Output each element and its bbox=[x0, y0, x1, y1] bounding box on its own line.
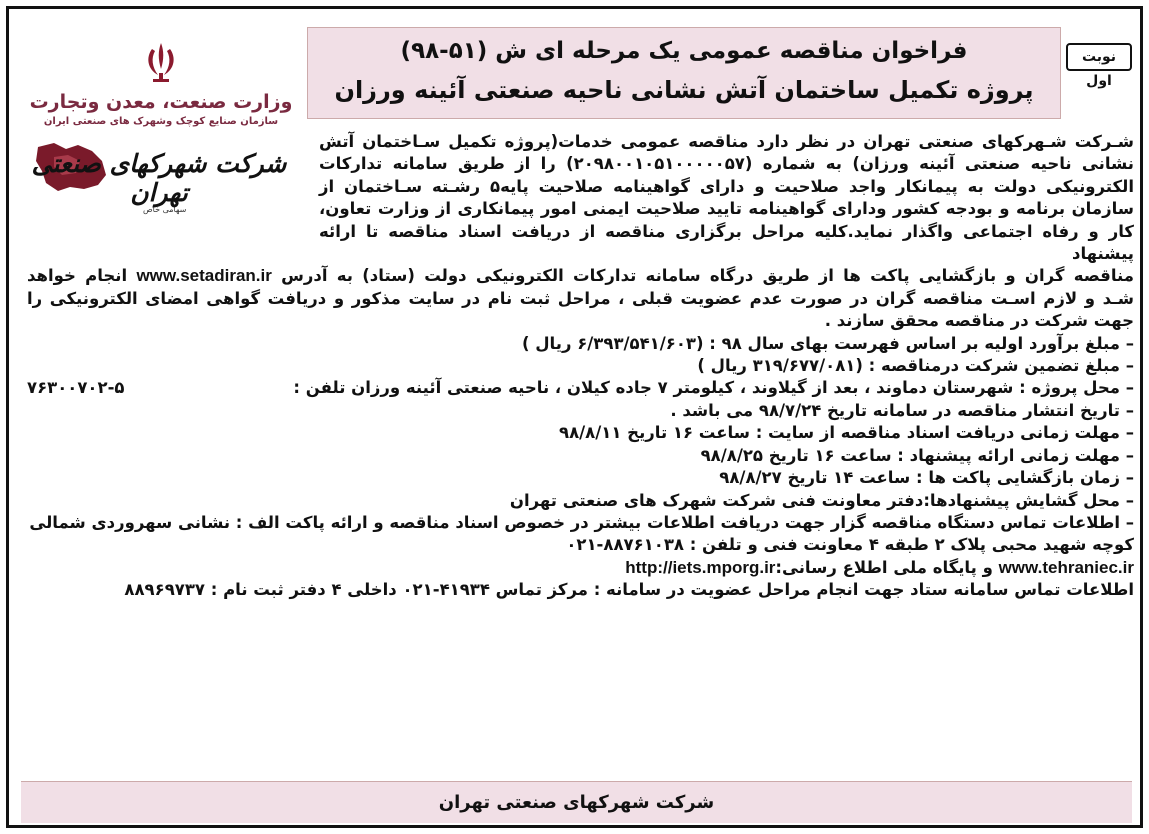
process-line: شـد و لازم اسـت مناقصه گران در صورت عدم عضویت قبلی ، مراحل ثبت نام در سایت مذکور و دریافت گواهی امضای الکترونیکی را bbox=[27, 288, 1134, 308]
opening-time: – زمان بازگشایی پاکت ها : ساعت ۱۴ تاریخ ۹۸/۸/۲۷ bbox=[719, 468, 1134, 488]
intro-line: سازمان برنامه و بودجه کشور ودارای گواهینامه تایید صلاحیت ایمنی امور پیمانکاری از وزارت تعاون، bbox=[319, 199, 1134, 219]
notice-title: فراخوان مناقصه عمومی یک مرحله ای ش (۵۱-۹۸) bbox=[400, 38, 968, 64]
process-paragraph bbox=[27, 265, 1134, 601]
project-title: پروژه تکمیل ساختمان آتش نشانی ناحیه صنعتی آئینه ورزان bbox=[334, 76, 1034, 104]
ministry-name: وزارت صنعت، معدن وتجارت bbox=[29, 91, 293, 113]
intro-line: الکترونیکی دولت به پیمانکار واجد صلاحیت و دارای گواهینامه صلاحیت پایه۵ رشـته سـاختمان از bbox=[319, 176, 1134, 196]
contact-info: – اطلاعات تماس دستگاه مناقصه گزار جهت دریافت اطلاعات بیشتر در خصوص اسناد مناقصه و ارائه پاکت الف : نشانی سهروردی شمالی bbox=[29, 512, 1134, 532]
publish-date: – تاریخ انتشار مناقصه در سامانه تاریخ ۹۸/۷/۲۴ می باشد . bbox=[670, 400, 1134, 420]
iran-emblem-icon bbox=[138, 39, 184, 85]
project-location bbox=[27, 377, 1134, 399]
process-text-end: انجام خواهد bbox=[27, 266, 128, 286]
company-type-tag: سهامی خاص bbox=[143, 205, 187, 214]
intro-line: شـرکت شـهرکهای صنعتی تهران در نظر دارد مناقصه عمومی خدمات(پروژه تکمیل سـاختمان آتش bbox=[319, 132, 1134, 151]
location-text: – محل پروژه : شهرستان دماوند ، بعد از گیلاوند ، کیلومتر ۷ جاده کیلان ، ناحیه صنعتی آئینه ورزان تلفن : bbox=[293, 378, 1134, 398]
websites-line bbox=[27, 557, 1134, 579]
contact-address: کوچه شهید محبی پلاک ۲ طبقه ۴ معاونت فنی و تلفن : ۸۸۷۶۱۰۳۸-۰۲۱ bbox=[566, 535, 1134, 555]
document-deadline: – مهلت زمانی دریافت اسناد مناقصه از سایت : ساعت ۱۶ تاریخ ۹۸/۸/۱۱ bbox=[559, 423, 1134, 443]
process-text: مناقصه گران و بازگشایی پاکت ها از طریق درگاه سامانه تدارکات الکترونیکی دولت (ستاد) به آدرس bbox=[281, 266, 1135, 286]
company-script-logo: شرکت شهرکهای صنعتی تهران bbox=[31, 149, 287, 207]
intro-paragraph bbox=[319, 131, 1134, 265]
bid-deadline: – مهلت زمانی ارائه پیشنهاد : ساعت ۱۶ تاریخ ۹۸/۸/۲۵ bbox=[700, 445, 1134, 465]
setad-contact: اطلاعات تماس سامانه ستاد جهت انجام مراحل عضویت در سامانه : مرکز تماس ۴۱۹۳۴-۰۲۱ داخلی ۴ دفتر ثبت نام : ۸۸۹۶۹۷۳۷ bbox=[124, 580, 1134, 600]
guarantee-amount: – مبلغ تضمین شرکت درمناقصه : (۳۱۹/۶۷۷/۰۸۱ ریال ) bbox=[697, 356, 1134, 376]
first-publication-badge: نوبت اول bbox=[1066, 43, 1132, 71]
tender-notice bbox=[6, 6, 1143, 828]
process-line bbox=[27, 265, 1134, 287]
notice-body bbox=[27, 131, 1134, 602]
intro-line: کار و رفاه اجتماعی واگذار نماید.کلیه مراحل برگزاری مناقصه از دریافت اسناد مناقصه تا ارائه پیشنهاد bbox=[319, 221, 1134, 264]
portal-text: و پایگاه ملی اطلاع رسانی: bbox=[775, 557, 993, 577]
setad-link[interactable]: www.setadiran.ir bbox=[136, 266, 272, 286]
opening-place: – محل گشایش پیشنهادها:دفتر معاونت فنی شرکت شهرک های صنعتی تهران bbox=[509, 490, 1134, 510]
estimate-amount: – مبلغ برآورد اولیه بر اساس فهرست بهای سال ۹۸ : (۶/۳۹۳/۵۴۱/۶۰۳ ریال ) bbox=[521, 333, 1134, 353]
title-banner bbox=[307, 27, 1061, 119]
organization-name: سازمان صنایع کوچک وشهرک های صنعتی ایران bbox=[43, 116, 279, 127]
location-phone: ۷۶۳۰۰۷۰۲-۵ bbox=[27, 378, 125, 398]
process-line: جهت شرکت در مناقصه محقق سازند . bbox=[824, 311, 1134, 331]
tehraniec-link[interactable]: www.tehraniec.ir bbox=[998, 557, 1134, 577]
intro-line: نشانی ناحیه صنعتی آئینه ورزان) به شماره (۲۰۹۸۰۰۱۰۵۱۰۰۰۰۰۵۷) را از طریق سامانه تدارکات bbox=[319, 154, 1135, 174]
footer-company: شرکت شهرکهای صنعتی تهران bbox=[21, 781, 1132, 823]
iets-link[interactable]: http://iets.mporg.ir bbox=[625, 557, 776, 577]
